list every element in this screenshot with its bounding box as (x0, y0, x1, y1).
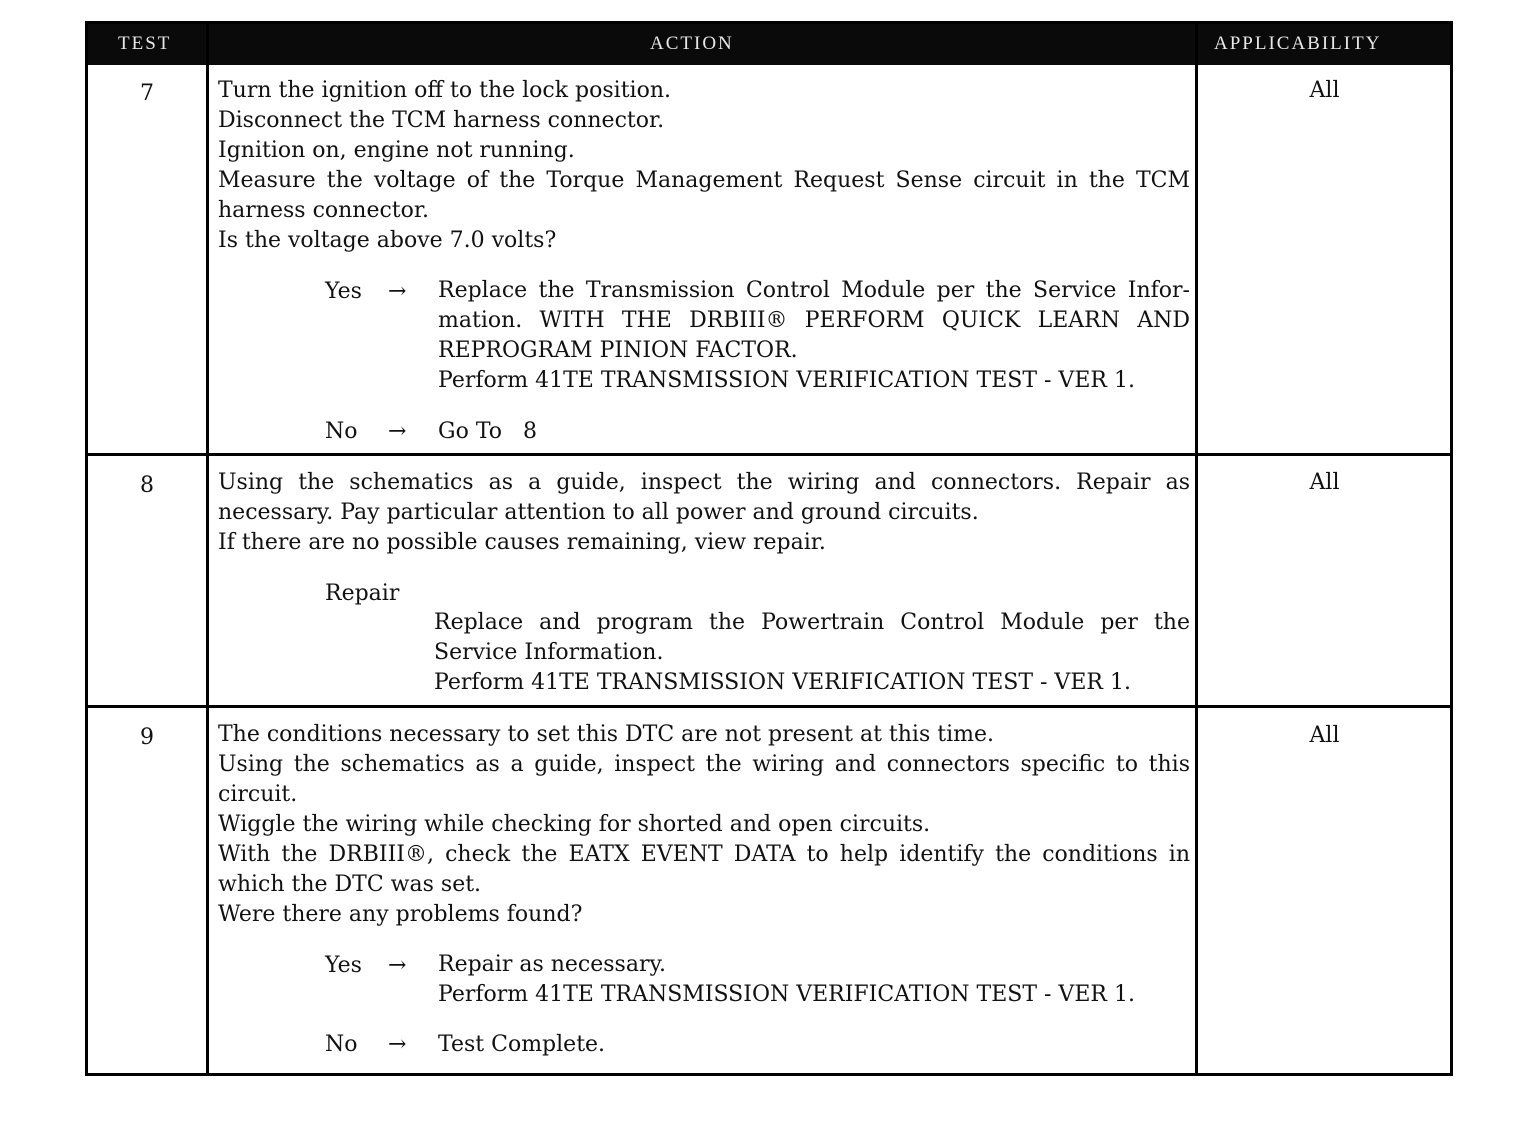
header-test: TEST (118, 33, 172, 54)
repair-line: Service Information. (434, 640, 664, 665)
no-label: No (325, 1032, 358, 1057)
no-result: Go To 8 (438, 419, 537, 444)
repair-line: Perform 41TE TRANSMISSION VERIFICATION TEST - VER 1. (434, 670, 1131, 695)
no-label: No (325, 419, 358, 444)
action-line: The conditions necessary to set this DTC are not present at this time. (218, 722, 994, 747)
action-line: If there are no possible causes remaining, view repair. (218, 530, 826, 555)
right-arrow-icon: → (388, 419, 407, 444)
action-line: Measure the voltage of the Torque Management Request Sense circuit in the TCM (218, 168, 1190, 193)
right-arrow-icon: → (388, 953, 407, 978)
diagnostic-table (85, 21, 1453, 1076)
applicability-value: All (1309, 78, 1340, 103)
action-line: Using the schematics as a guide, inspect the wiring and connectors. Repair as (218, 470, 1190, 495)
yes-result-line: Replace the Transmission Control Module per the Service Infor- (438, 278, 1190, 303)
yes-result-line: Perform 41TE TRANSMISSION VERIFICATION TEST - VER 1. (438, 982, 1135, 1007)
yes-result-line: mation. WITH THE DRBIII® PERFORM QUICK LEARN AND (438, 308, 1190, 333)
yes-result-line: REPROGRAM PINION FACTOR. (438, 338, 798, 363)
action-line: Using the schematics as a guide, inspect the wiring and connectors specific to this (218, 752, 1190, 777)
action-line: Ignition on, engine not running. (218, 138, 575, 163)
test-number: 8 (140, 473, 154, 498)
test-number: 9 (140, 725, 154, 750)
action-line: Were there any problems found? (218, 902, 583, 927)
action-line: Is the voltage above 7.0 volts? (218, 228, 557, 253)
row-divider (88, 705, 1450, 708)
yes-label: Yes (325, 279, 362, 304)
action-line: necessary. Pay particular attention to all power and ground circuits. (218, 500, 979, 525)
column-divider (206, 24, 209, 1073)
table-header (88, 24, 1450, 65)
repair-line: Replace and program the Powertrain Control Module per the (434, 610, 1190, 635)
row-divider (88, 453, 1450, 456)
repair-label: Repair (325, 581, 400, 606)
action-line: With the DRBIII®, check the EATX EVENT DATA to help identify the conditions in (218, 842, 1190, 867)
yes-result-line: Perform 41TE TRANSMISSION VERIFICATION TEST - VER 1. (438, 368, 1135, 393)
applicability-value: All (1309, 470, 1340, 495)
no-result: Test Complete. (438, 1032, 606, 1057)
right-arrow-icon: → (388, 1032, 407, 1057)
yes-label: Yes (325, 953, 362, 978)
column-divider (1195, 24, 1198, 1073)
header-action: ACTION (650, 33, 734, 54)
action-line: Disconnect the TCM harness connector. (218, 108, 665, 133)
test-number: 7 (140, 81, 154, 106)
right-arrow-icon: → (388, 279, 407, 304)
action-line: circuit. (218, 782, 298, 807)
applicability-value: All (1309, 723, 1340, 748)
action-line: which the DTC was set. (218, 872, 482, 897)
action-line: Wiggle the wiring while checking for shorted and open circuits. (218, 812, 931, 837)
yes-result-line: Repair as necessary. (438, 952, 666, 977)
action-line: Turn the ignition off to the lock position. (218, 78, 671, 103)
header-applicability: APPLICABILITY (1214, 33, 1382, 54)
action-line: harness connector. (218, 198, 429, 223)
